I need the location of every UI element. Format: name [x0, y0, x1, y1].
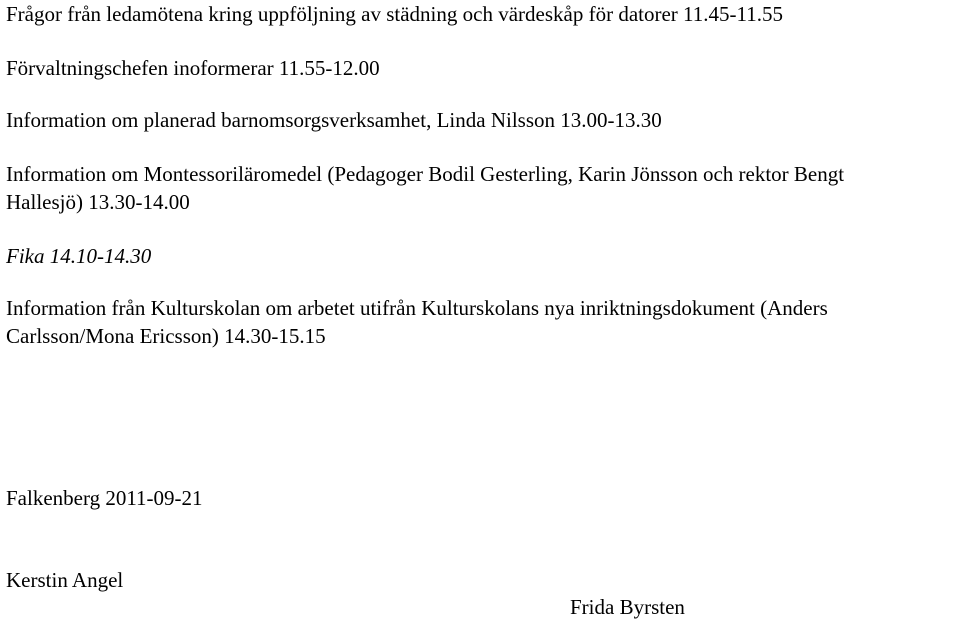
- agenda-item-kulturskolan-line2: Carlsson/Mona Ericsson) 14.30-15.15: [6, 324, 326, 348]
- agenda-item-cleaning: Frågor från ledamötena kring uppföljning av städning och värdeskåp för datorer 11.45-11.55: [6, 2, 783, 26]
- agenda-item-childcare: Information om planerad barnomsorgsverksamhet, Linda Nilsson 13.00-13.30: [6, 108, 662, 132]
- agenda-item-montessori-line2: Hallesjö) 13.30-14.00: [6, 190, 190, 214]
- signature-frida-byrsten: Frida Byrsten: [570, 595, 685, 619]
- agenda-item-director-info: Förvaltningschefen inoformerar 11.55-12.00: [6, 56, 380, 80]
- signature-kerstin-angel: Kerstin Angel: [6, 568, 124, 592]
- agenda-item-montessori-line1: Information om Montessoriläromedel (Pedagoger Bodil Gesterling, Karin Jönsson och rektor Bengt: [6, 162, 845, 186]
- agenda-item-kulturskolan-line1: Information från Kulturskolan om arbetet utifrån Kulturskolans nya inriktningsdokument (Anders: [6, 296, 828, 320]
- agenda-item-fika: Fika 14.10-14.30: [6, 244, 152, 268]
- place-and-date: Falkenberg 2011-09-21: [6, 486, 203, 510]
